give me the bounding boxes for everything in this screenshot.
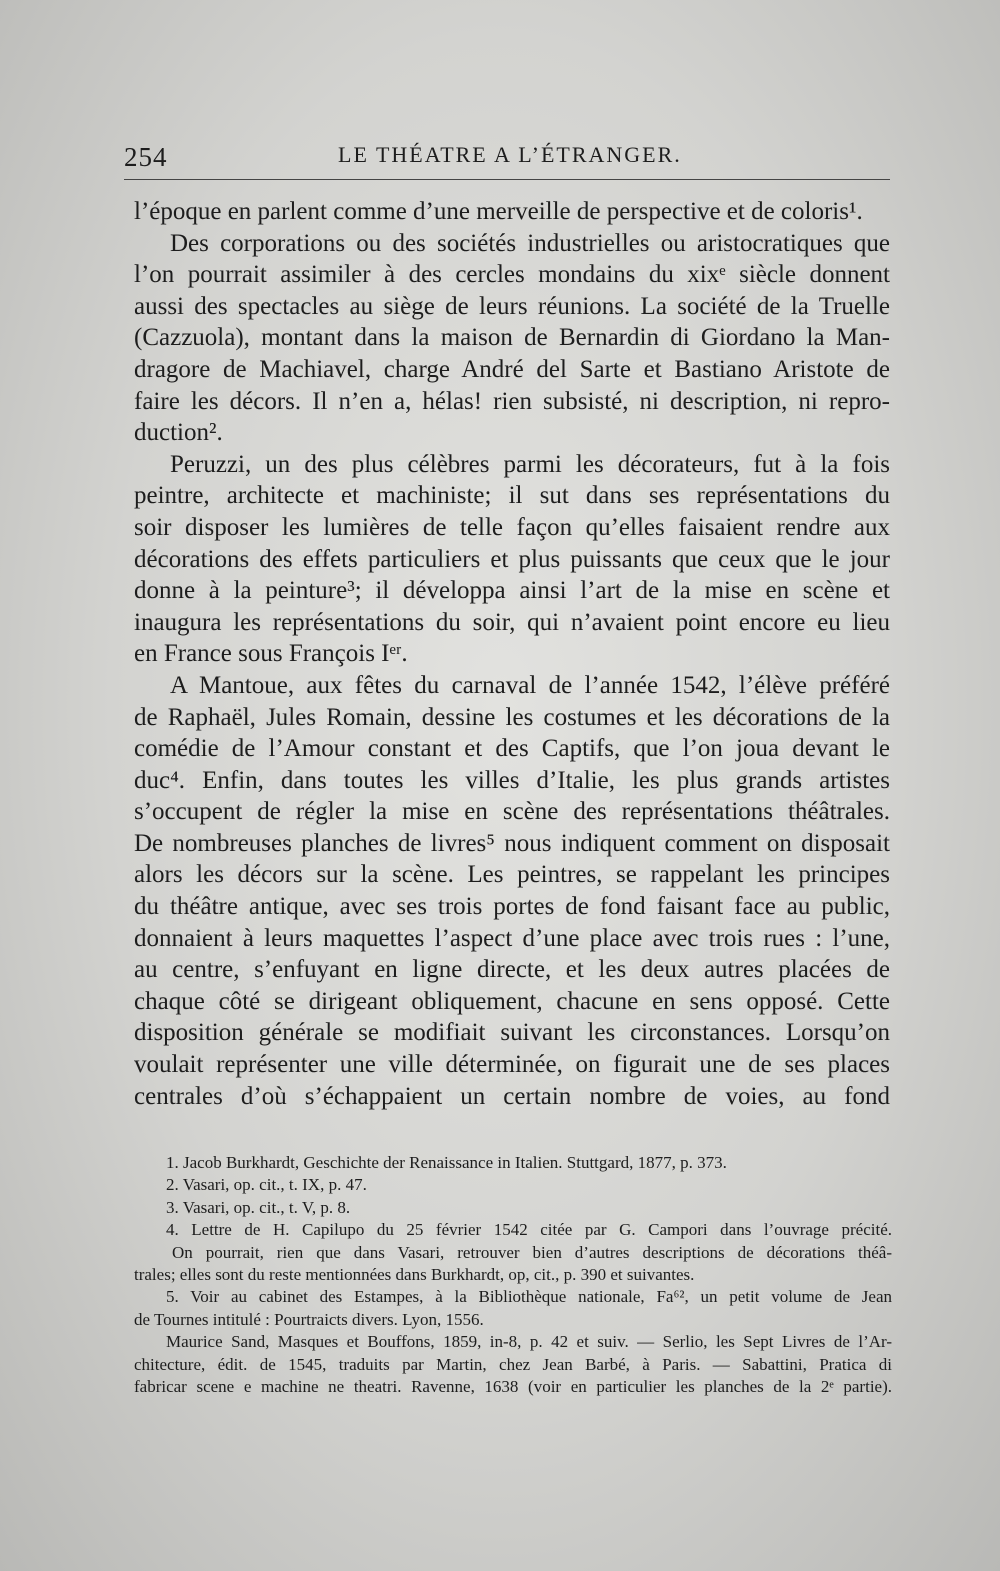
body-line: faire les décors. Il n’en a, hélas! rien subsisté, ni description, ni repro- (134, 387, 890, 415)
body-line: centrales d’où s’échappaient un certain nombre de voies, au fond (134, 1082, 890, 1110)
body-line: s’occupent de régler la mise en scène des représentations théâtrales. (134, 798, 890, 826)
body-line: comédie de l’Amour constant et des Captifs, que l’on joua devant le (134, 735, 890, 763)
body-line: disposition générale se modifiait suivant les circonstances. Lorsqu’on (134, 1019, 890, 1047)
footnote-line: 4. Lettre de H. Capilupo du 25 février 1542 citée par G. Campori dans l’ouvrage précité. (166, 1220, 892, 1240)
body-line: aussi des spectacles au siège de leurs réunions. La société de la Truelle (134, 292, 890, 320)
body-text (134, 196, 890, 1112)
header-rule (124, 179, 890, 180)
body-line: Des corporations ou des sociétés industrielles ou aristocratiques que (170, 229, 890, 257)
body-line: duc⁴. Enfin, dans toutes les villes d’Italie, les plus grands artistes (134, 766, 890, 794)
page-number: 254 (124, 142, 168, 172)
page-header (124, 138, 890, 178)
footnote-line: 5. Voir au cabinet des Estampes, à la Bibliothèque nationale, Fa⁶², un petit volume de Jean (166, 1287, 892, 1307)
body-line: l’on pourrait assimiler à des cercles mondains du xixᵉ siècle donnent (134, 261, 890, 289)
footnote-line: On pourrait, rien que dans Vasari, retrouver bien d’autres descriptions de décorations théâ- (172, 1242, 892, 1262)
body-line: A Mantoue, aux fêtes du carnaval de l’année 1542, l’élève préféré (170, 671, 890, 699)
body-line: donnaient à leurs maquettes l’aspect d’une place avec trois rues : l’une, (134, 924, 890, 952)
body-line: décorations des effets particuliers et plus puissants que ceux que le jour (134, 545, 890, 573)
footnote-line: 1. Jacob Burkhardt, Geschichte der Renaissance in Italien. Stuttgard, 1877, p. 373. (166, 1153, 727, 1172)
footnote-line: trales; elles sont du reste mentionnées dans Burkhardt, op, cit., p. 390 et suivantes. (134, 1265, 695, 1285)
body-line: l’époque en parlent comme d’une merveille de perspective et de coloris¹. (134, 198, 863, 225)
body-line: peintre, architecte et machiniste; il sut dans ses représentations du (134, 482, 890, 510)
body-line: du théâtre antique, avec ses trois portes de fond faisant face au public, (134, 893, 890, 921)
footnote-line: 3. Vasari, op. cit., t. V, p. 8. (166, 1197, 351, 1217)
body-line: au centre, s’enfuyant en ligne directe, et les deux autres placées de (134, 956, 890, 984)
body-line: voulait représenter une ville déterminée, on figurait une de ses places (134, 1051, 890, 1079)
body-line: alors les décors sur la scène. Les peintres, se rappelant les principes (134, 861, 890, 889)
body-line: en France sous François Iᵉʳ. (134, 640, 408, 668)
body-line: donne à la peinture³; il développa ainsi l’art de la mise en scène et (134, 577, 890, 605)
footnote-line: chitecture, édit. de 1545, traduits par Martin, chez Jean Barbé, à Paris. — Sabattini, Pratica di (134, 1354, 892, 1374)
body-line: de Raphaël, Jules Romain, dessine les costumes et les décorations de la (134, 703, 890, 731)
footnotes (134, 1152, 892, 1398)
footnote-line: Maurice Sand, Masques et Bouffons, 1859, in-8, p. 42 et suiv. — Serlio, les Sept Livres de l’Ar- (166, 1332, 892, 1352)
body-line: Peruzzi, un des plus célèbres parmi les décorateurs, fut à la fois (170, 450, 890, 478)
body-line: (Cazzuola), montant dans la maison de Bernardin di Giordano la Man- (134, 324, 890, 352)
body-line: dragore de Machiavel, charge André del Sarte et Bastiano Aristote de (134, 355, 890, 383)
footnote-line: fabricar scene e machine ne theatri. Ravenne, 1638 (voir en particulier les planches de la 2ᵉ partie). (134, 1377, 892, 1397)
body-line: chaque côté se dirigeant obliquement, chacune en sens opposé. Cette (134, 987, 890, 1015)
body-line: inaugura les représentations du soir, qui n’avaient point encore eu lieu (134, 608, 890, 636)
body-line: duction². (134, 419, 223, 447)
body-line: De nombreuses planches de livres⁵ nous indiquent comment on disposait (134, 829, 890, 857)
footnote-line: de Tournes intitulé : Pourtraicts divers. Lyon, 1556. (134, 1309, 484, 1329)
running-title: LE THÉATRE A L’ÉTRANGER. (338, 142, 682, 167)
footnote-line: 2. Vasari, op. cit., t. IX, p. 47. (166, 1175, 367, 1195)
body-line: soir disposer les lumières de telle façon qu’elles faisaient rendre aux (134, 513, 890, 541)
